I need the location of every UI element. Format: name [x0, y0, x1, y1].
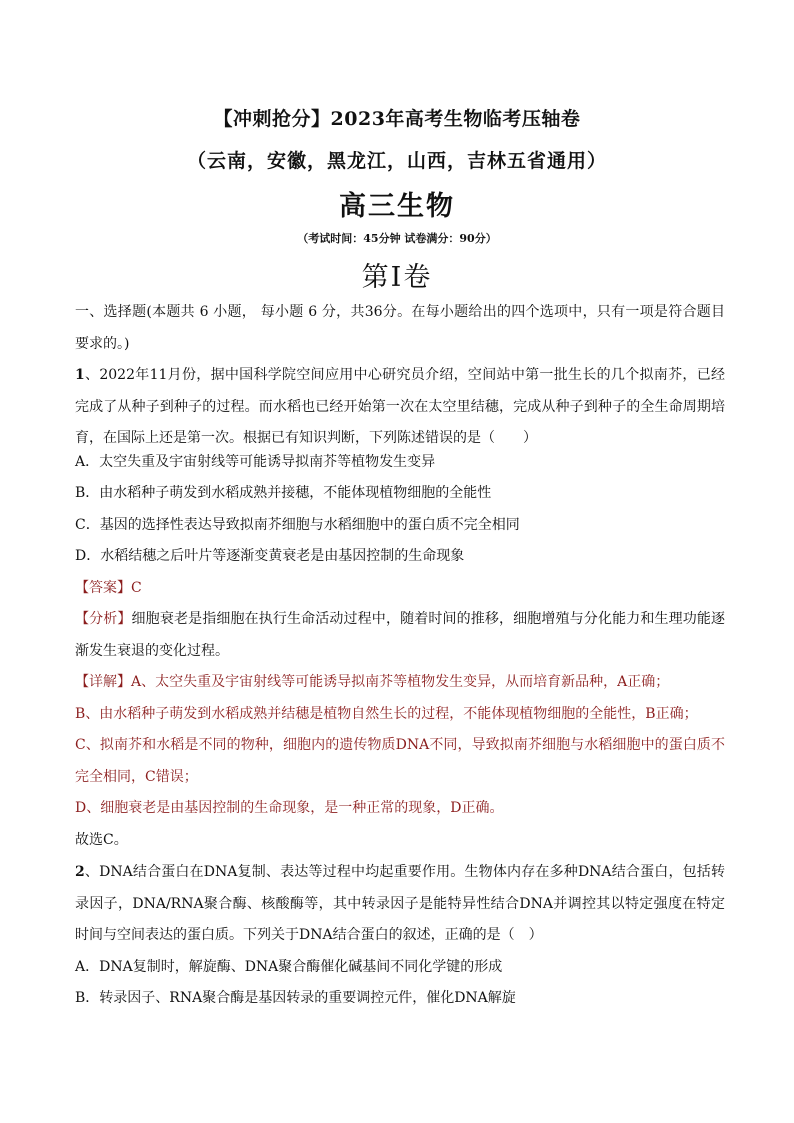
- analysis-text: 细胞衰老是指细胞在执行生命活动过程中，随着时间的推移，细胞增殖与分化能力和生理功能逐渐发生衰退的变化过程。: [75, 611, 726, 659]
- volume-heading: 第I卷: [361, 262, 433, 293]
- detail-line-a: [75, 667, 725, 699]
- exam-time-score: （考试时间：45分钟 试卷满分：90分）: [297, 232, 497, 245]
- answer-line: [75, 573, 725, 605]
- question-number: 2: [75, 864, 85, 880]
- analysis-paragraph: [75, 604, 725, 667]
- conclusion-line: 故选C。: [75, 832, 128, 848]
- subject-title: 高三生物: [339, 191, 455, 222]
- question-2-option-b: B．转录因子、RNA聚合酶是基因转录的重要调控元件，催化DNA解旋: [75, 990, 516, 1006]
- question-2-stem: [75, 857, 725, 952]
- question-2-option-a: A．DNA复制时，解旋酶、DNA聚合酶催化碱基间不同化学键的形成: [75, 959, 503, 975]
- exam-title: 【冲刺抢分】2023年高考生物临考压轴卷: [213, 108, 581, 130]
- question-1-stem: [75, 360, 725, 455]
- detail-tag: 【详解】: [75, 674, 131, 690]
- question-1-option-c: C．基因的选择性表达导致拟南芥细胞与水稻细胞中的蛋白质不完全相同: [75, 517, 520, 533]
- question-text: 、DNA结合蛋白在DNA复制、表达等过程中均起重要作用。生物体内存在多种DNA结合蛋白，包括转录因子，DNA/RNA聚合酶、核酸酶等，其中转录因子是能特异性结合DNA并调控其以特定强度在特定时间与空间表达的蛋白质。下列关于DNA结合蛋白的叙述，正确的是（ ）: [75, 864, 725, 943]
- question-text: 、2022年11月份，据中国科学院空间应用中心研究员介绍，空间站中第一批生长的几个拟南芥，已经完成了从种子到种子的过程。而水稻也已经开始第一次在太空里结穗，完成从种子到种子的全生命周期培育，在国际上还是第一次。根据已有知识判断，下列陈述错误的是（ ）: [75, 367, 725, 446]
- answer-tag: 【答案】: [75, 580, 131, 596]
- section-intro: 一、选择题(本题共 6 小题， 每小题 6 分，共36分。在每小题给出的四个选项中，只有一项是符合题目要求的。): [75, 304, 725, 352]
- answer-value: C: [131, 580, 142, 596]
- detail-a-text: A、太空失重及宇宙射线等可能诱导拟南芥等植物发生变异，从而培育新品种，A正确；: [131, 674, 670, 690]
- detail-line-c: C、拟南芥和水稻是不同的物种，细胞内的遗传物质DNA不同，导致拟南芥细胞与水稻细胞中的蛋白质不完全相同，C错误；: [75, 737, 725, 785]
- question-1-option-a: A．太空失重及宇宙射线等可能诱导拟南芥等植物发生变异: [75, 454, 436, 470]
- question-number: 1: [75, 367, 85, 383]
- question-1-option-b: B．由水稻种子萌发到水稻成熟并接穗，不能体现植物细胞的全能性: [75, 485, 492, 501]
- exam-subtitle-provinces: （云南，安徽，黑龙江，山西，吉林五省通用）: [186, 150, 607, 172]
- analysis-tag: 【分析】: [75, 611, 132, 627]
- detail-line-b: B、由水稻种子萌发到水稻成熟并结穗是植物自然生长的过程，不能体现植物细胞的全能性，B正确；: [75, 706, 698, 722]
- question-1-option-d: D．水稻结穗之后叶片等逐渐变黄衰老是由基因控制的生命现象: [75, 548, 465, 564]
- detail-line-d: D、细胞衰老是由基因控制的生命现象，是一种正常的现象，D正确。: [75, 800, 504, 816]
